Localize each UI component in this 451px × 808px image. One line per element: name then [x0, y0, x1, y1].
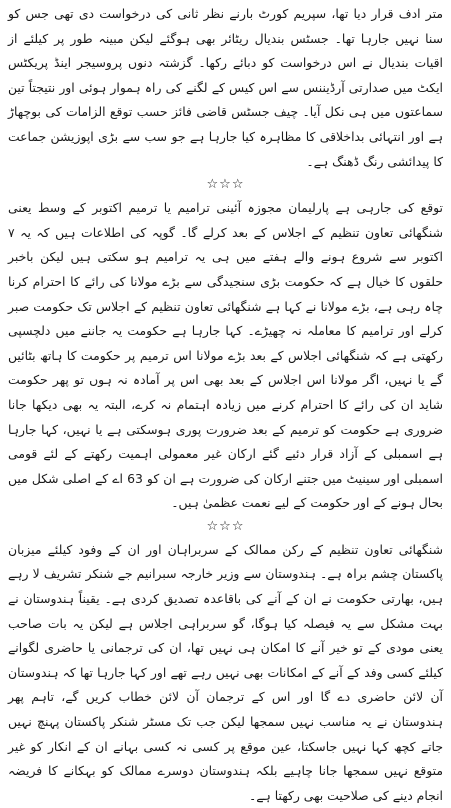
- article-paragraph-3: شنگھائی تعاون تنظیم کے رکن ممالک کے سربراہان اور ان کے وفود کیلئے میزبان پاکستان چشم براہ ہے۔ ہندوستان سے وزیر خارجہ سبرانیم جے شنکر تشریف لا رہے ہیں، بھارتی حکومت نے ان کے آنے کی باقاعدہ تصدیق کردی ہے۔ یقیناً ہندوستان نے بہت مشکل سے یہ فیصلہ کیا ہوگا، گو سربراہی اجلاس ہے لیکن یہ بات صاحب یعنی مودی کے تو خیر آنے کا امکان ہی نہیں تھا، ان کی ترجمانی یا حاضری لگوانے کیلئے کسی وفد کے آنے کے امکانات بھی نہیں رہے تھے اور کہا جارہا تھا کہ ہندوستان آن لائن حاضری دے گا اور اس کے ترجمان آن لائن خطاب کریں گے، تاہم پھر ہندوستان نے یہ مناسب نہیں سمجھا لیکن جب تک مسٹر شنکر پاکستان پہنچ نہیں جاتے کچھ کہا نہیں جاسکتا، عین موقع پر کسی نہ کسی بہانے ان کے انکار کو غیر متوقع نہیں سمجھا جانا چاہیے بلکہ ہندوستان دوسرے ممالک کو بہکانے کا فریضہ انجام دینے کی صلاحیت بھی رکھتا ہے۔: [8, 541, 443, 803]
- article-paragraph-1: متر ادف قرار دیا تھا، سپریم کورٹ بارنے نظر ثانی کی درخواست دی تھی جس کو سنا نہیں جارہا تھا۔ جسٹس بندیال ریٹائر بھی ہوگئے لیکن مبینہ طور پر کیلئے از اقیات بندیال نے اس درخواست کو دبائے رکھا۔ گزشتہ دنوں پروسیجر اینڈ پریکٹس ایکٹ میں صدارتی آرڈیننس سے اس کیس کے لگنے کی راہ ہموار ہوئی اور نتیجتاً تین سماعتوں میں ہی نکل آیا۔ چیف جسٹس قاضی فائز حسب توقع الزامات کی بوچھاڑ ہے اور انتہائی بداخلاقی کا مظاہرہ کیا جارہا ہے جو سب سے بڑی اپوزیشن جماعت کا پیدائشی رنگ ڈھنگ ہے۔: [8, 6, 443, 169]
- section-separator-stars: ☆☆☆: [206, 518, 245, 534]
- article-paragraph-2: توقع کی جارہی ہے پارلیمان مجوزہ آئینی ترامیم یا ترمیم اکتوبر کے وسط یعنی شنگھائی تعاون تنظیم کے اجلاس کے بعد کرلے گا۔ گوپہ کی اطلاعات ہیں کہ یہ ۷ اکتوبر سے شروع ہونے والے ہفتے میں ہی یہ ترامیم ہو سکتی ہیں لیکن باخبر حلقوں کا خیال ہے کہ حکومت بڑی سنجیدگی سے بڑے مولانا کی رائے کا احترام کرنا چاہ رہی ہے، بڑے مولانا نے کہا ہے شنگھائی تعاون تنظیم کے اجلاس تک حکومت صبر کرلے اور ترامیم کا معاملہ نہ چھیڑے۔ کہا جارہا ہے حکومت یہ جاننے میں دلچسپی رکھتی ہے کہ شنگھائی اجلاس کے بعد بڑے مولانا اس ترمیم پر حکومت کا ہاتھ بٹائیں گے یا نہیں، اگر مولانا اس اجلاس کے بعد بھی اس پر آمادہ نہ ہوں تو پھر حکومت شاید ان کی رائے کا احترام کرنے میں زیادہ اہتمام نہ کرے، البتہ یہ بھی دیکھا جانا ضروری ہے حکومت کو ترمیم کے بعد ضرورت پوری ہوسکتی ہے یا نہیں، کہا جارہا ہے اسمبلی کے آزاد قرار دئیے گئے ارکان غیر معمولی اہمیت رکھتے کے لئے قومی اسمبلی اور سینیٹ میں جتنے ارکان کی ضرورت ہے ان کو 63 اے کے اصلی شکل میں بحال ہونے کے اور حکومت کے لیے نعمت عظمیٰ ہیں۔: [8, 200, 443, 511]
- section-separator-stars: ☆☆☆: [206, 177, 245, 193]
